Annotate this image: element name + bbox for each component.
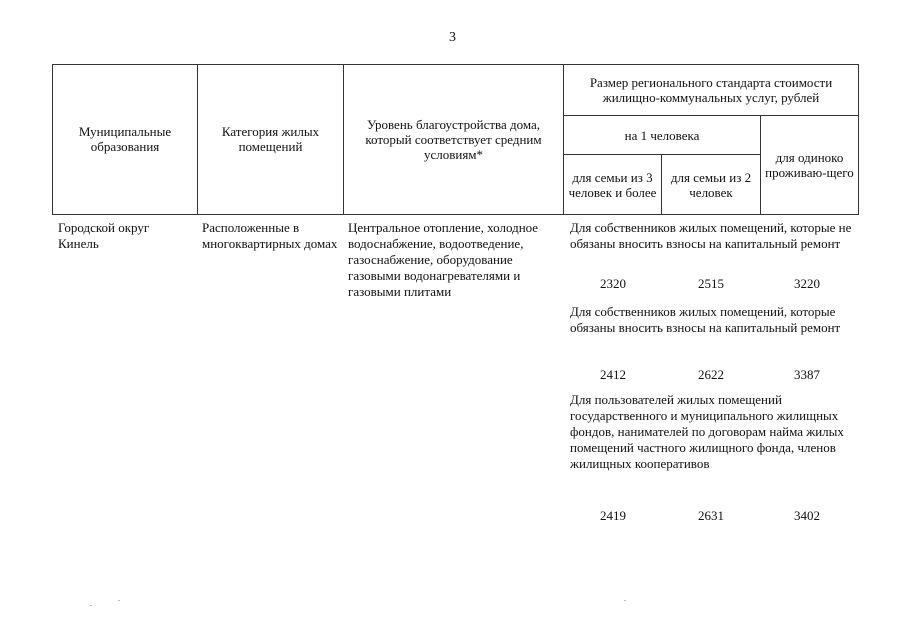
table-header <box>52 64 859 215</box>
value-family2-3: 2631 <box>698 508 724 523</box>
page-number: 3 <box>449 30 456 45</box>
value-single-1: 3220 <box>794 276 820 291</box>
header-single: для одиноко проживаю-щего <box>765 150 854 180</box>
header-right-border <box>858 64 859 215</box>
value-family3-2: 2412 <box>600 367 626 382</box>
cell-level: Центральное отопление, холодное водоснабжение, водоотведение, газоснабжение, оборудование газовыми водонагревателями и газовыми плитами <box>348 220 539 299</box>
header-category: Категория жилых помещений <box>221 124 320 154</box>
cell-category: Расположенные в многоквартирных домах <box>202 220 338 251</box>
scan-speck <box>118 600 120 601</box>
header-municipal: Муниципальные образования <box>78 124 172 154</box>
divider-col1 <box>197 64 198 215</box>
value-single-3: 3402 <box>794 508 820 523</box>
value-family3-1: 2320 <box>600 276 626 291</box>
divider-col3 <box>563 64 564 215</box>
value-family2-2: 2622 <box>698 367 724 382</box>
value-family2-1: 2515 <box>698 276 724 291</box>
header-per-person: на 1 человека <box>624 127 700 143</box>
header-standard: Размер регионального стандарта стоимости жилищно-коммунальных услуг, рублей <box>589 74 833 105</box>
group-label-3: Для пользователей жилых помещений государственного и муниципального жилищных фондов, нанимателей по договорам найма жилых помещений частного жилищного фонда, членов жилищных кооперативов <box>570 392 844 471</box>
group-label-1: Для собственников жилых помещений, которые не обязаны вносить взносы на капитальный ремонт <box>570 220 852 251</box>
divider-col2 <box>343 64 344 215</box>
divider-single <box>760 115 761 215</box>
cell-municipal: Городской округ Кинель <box>58 220 150 251</box>
header-family2: для семьи из 2 человек <box>670 169 752 200</box>
header-bottom-border <box>52 214 859 215</box>
divider-family <box>661 154 662 215</box>
group-label-2: Для собственников жилых помещений, которые обязаны вносить взносы на капитальный ремонт <box>570 304 841 335</box>
header-left-border <box>52 64 53 215</box>
value-family3-3: 2419 <box>600 508 626 523</box>
header-level: Уровень благоустройства дома, который соответствует средним условиям* <box>365 116 542 162</box>
value-single-2: 3387 <box>794 367 820 382</box>
scan-speck <box>90 605 92 606</box>
scan-speck <box>624 600 626 601</box>
header-family3: для семьи из 3 человек и более <box>568 169 657 200</box>
